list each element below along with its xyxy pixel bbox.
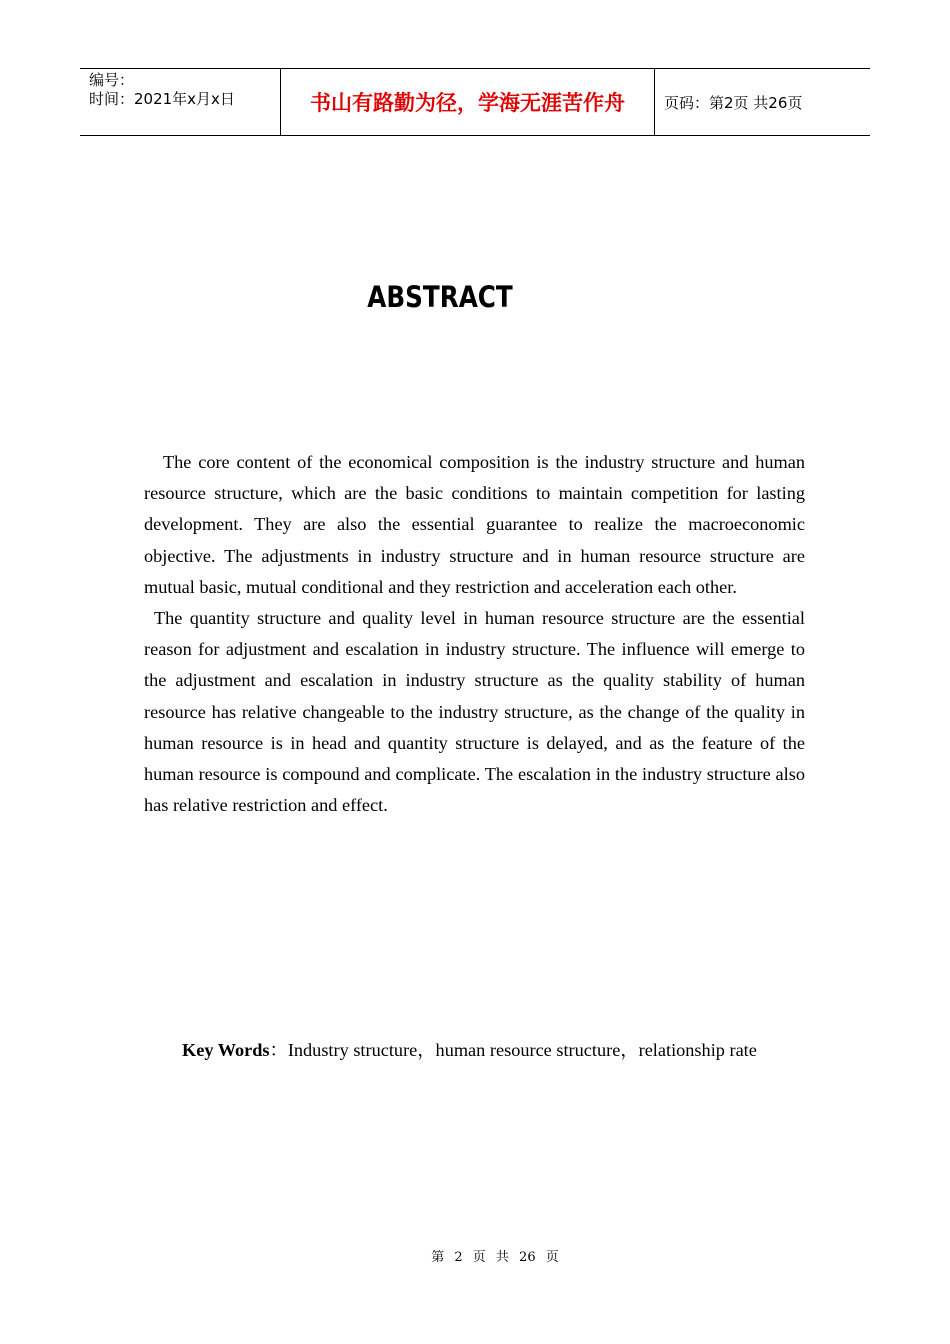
abstract-body [144, 447, 805, 821]
keywords-text: Industry structure，human resource structure，relationship rate [287, 1040, 757, 1060]
page-footer: 第 2 页 共 26 页 [431, 1250, 559, 1265]
abstract-paragraph-2: The quantity structure and quality level in human resource structure are the essential reason for adjustment and escalation in industry structure. The influence will emerge to the adjustment and escalation in industry structure as the quality stability of human resource has relative changeable to the industry structure, as the change of the quality in human resource is in head and quantity structure is delayed, and as the feature of the human resource is compound and complicate. The escalation in the industry structure also has relative restriction and effect. [144, 608, 805, 816]
keywords-line [182, 1036, 757, 1062]
header-meta [80, 69, 281, 135]
header-motto: 书山有路勤为径，学海无涯苦作舟 [310, 91, 625, 115]
keywords-label: Key Words [182, 1040, 270, 1060]
header-motto-cell [281, 69, 655, 135]
abstract-paragraph-1: The core content of the economical composition is the industry structure and human resource structure, which are the basic conditions to maintain competition for lasting development. They are also the essential guarantee to realize the macroeconomic objective. The adjustments in industry structure and in human resource structure are mutual basic, mutual conditional and they restriction and acceleration each other. [144, 452, 805, 597]
header-time: 时间：2021年x月x日 [89, 90, 235, 108]
page-header [80, 68, 870, 136]
keywords-separator: ： [269, 1040, 288, 1060]
header-page-number: 页码：第2页 共26页 [664, 93, 803, 112]
page-title: ABSTRACT [367, 280, 513, 314]
header-number: 编号： [89, 71, 135, 89]
header-page-cell [655, 69, 870, 135]
